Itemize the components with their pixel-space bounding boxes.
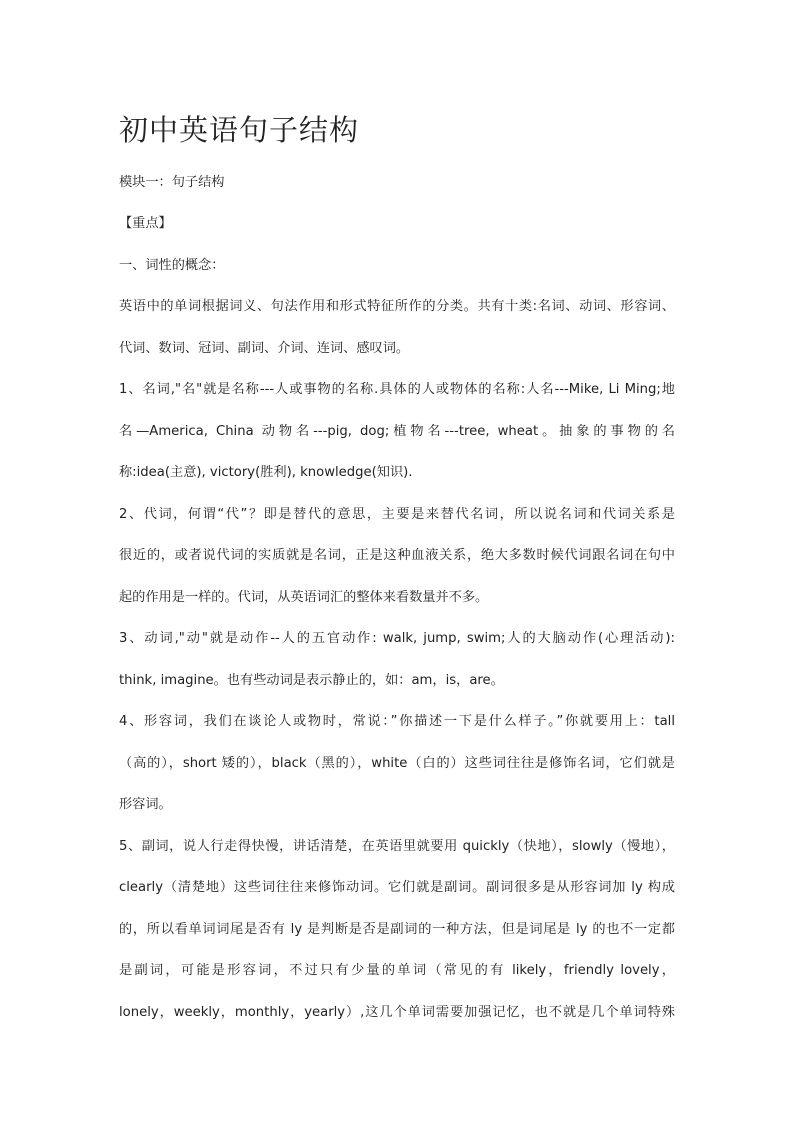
document-title: 初中英语句子结构 — [119, 113, 360, 147]
body-line: 是副词，可能是形容词，不过只有少量的单词（常见的有 likely，friendly lovely， — [119, 963, 675, 978]
body-line: 形容词。 — [119, 797, 172, 812]
body-line: 的，所以看单词词尾是否有 ly 是判断是否是副词的一种方法，但是词尾是 ly 的也不一定都 — [119, 922, 675, 937]
body-line: clearly（清楚地）这些词往往来修饰动词。它们就是副词。副词很多是从形容词加 ly 构成 — [119, 880, 675, 895]
body-line: 英语中的单词根据词义、句法作用和形式特征所作的分类。共有十类:名词、动词、形容词、 — [119, 299, 675, 314]
body-line: 代词、数词、冠词、副词、介词、连词、感叹词。 — [119, 341, 410, 356]
section-heading: 一、词性的概念： — [119, 258, 225, 273]
body-line: 3、动词,"动"就是动作--人的五官动作: walk, jump, swim;人的大脑动作(心理活动): — [119, 631, 675, 646]
body-line: 4、形容词，我们在谈论人或物时，常说：”你描述一下是什么样子。”你就要用上：tall — [119, 714, 675, 729]
body-line: （高的），short 矮的），black（黑的），white（白的）这些词往往是修饰名词，它们就是 — [119, 756, 675, 771]
module-label: 模块一：句子结构 — [119, 175, 225, 190]
body-line: lonely，weekly，monthly，yearly）,这几个单词需要加强记忆，也不就是几个单词特殊 — [119, 1005, 675, 1020]
body-line: 1、名词,"名"就是名称---人或事物的名称.具体的人或物体的名称:人名---Mike, Li Ming;地 — [119, 382, 675, 397]
body-line: think, imagine。也有些动词是表示静止的，如：am，is，are。 — [119, 673, 504, 688]
key-point-label: 【重点】 — [119, 216, 172, 231]
body-line: 很近的，或者说代词的实质就是名词，正是这种血液关系，绝大多数时候代词跟名词在句中 — [119, 548, 675, 563]
body-line: 2、代词，何谓“代”？即是替代的意思，主要是来替代名词，所以说名词和代词关系是 — [119, 507, 675, 522]
body-line: 名—America, China 动物名---pig, dog;植物名---tree, wheat。抽象的事物的名 — [119, 424, 675, 439]
body-line: 称:idea(主意), victory(胜利), knowledge(知识). — [119, 465, 413, 480]
body-line: 起的作用是一样的。代词，从英语词汇的整体来看数量并不多。 — [119, 590, 489, 605]
body-line: 5、副词，说人行走得快慢，讲话清楚，在英语里就要用 quickly（快地），slowly（慢地）， — [119, 839, 675, 854]
